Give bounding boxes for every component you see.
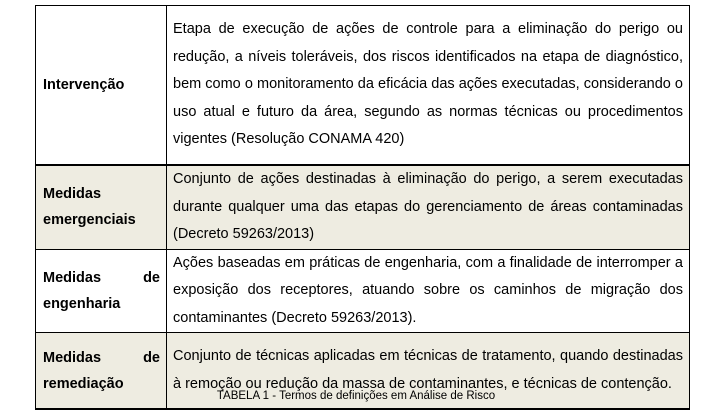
definition-text: Conjunto de ações destinadas à eliminação do perigo, a serem executadas durante qualquer uma das etapas do gerenciamento de áreas contaminadas (Decreto 59263/2013) — [173, 171, 683, 242]
table-row — [36, 6, 690, 166]
term-cell — [36, 249, 167, 333]
definition-cell[interactable] — [167, 6, 690, 166]
term-label-line-2: remediação — [43, 375, 124, 392]
term-cell — [36, 165, 167, 249]
definition-cell[interactable] — [167, 249, 690, 333]
term-label-line-1: Medidas de — [43, 349, 160, 366]
table-caption: TABELA 1 - Termos de definições em Análise de Risco — [216, 390, 496, 402]
term-label-line-1: Medidas — [43, 186, 102, 203]
term-label: Intervenção — [43, 77, 125, 93]
table-row — [36, 249, 690, 333]
definition-cell[interactable] — [167, 165, 690, 249]
term-label-line-2: emergenciais — [43, 212, 136, 229]
definition-text: Ações baseadas em práticas de engenharia, com a finalidade de interromper a exposição dos receptores, atuando sobre os caminhos de migração dos contaminantes (Decreto 59263/2013). — [173, 254, 683, 326]
definition-text: Etapa de execução de ações de controle para a eliminação do perigo ou redução, a níveis toleráveis, dos riscos identificados na etapa de diagnóstico, bem como o monitoramento da eficácia das ações executadas, considerando o uso atual e futuro da área, segundo as normas técnicas ou procedimentos vigentes (Resolução CONAMA 420) — [173, 21, 683, 148]
term-label-line-1: Medidas de — [43, 269, 160, 286]
term-cell — [36, 6, 167, 166]
definitions-table — [35, 5, 690, 410]
definition-text: Conjunto de técnicas aplicadas em técnicas de tratamento, quando destinadas à remoção ou redução da massa de contaminantes, e técnicas de contenção. — [173, 348, 683, 392]
term-label-line-2: engenharia — [43, 295, 121, 312]
table-row — [36, 165, 690, 249]
